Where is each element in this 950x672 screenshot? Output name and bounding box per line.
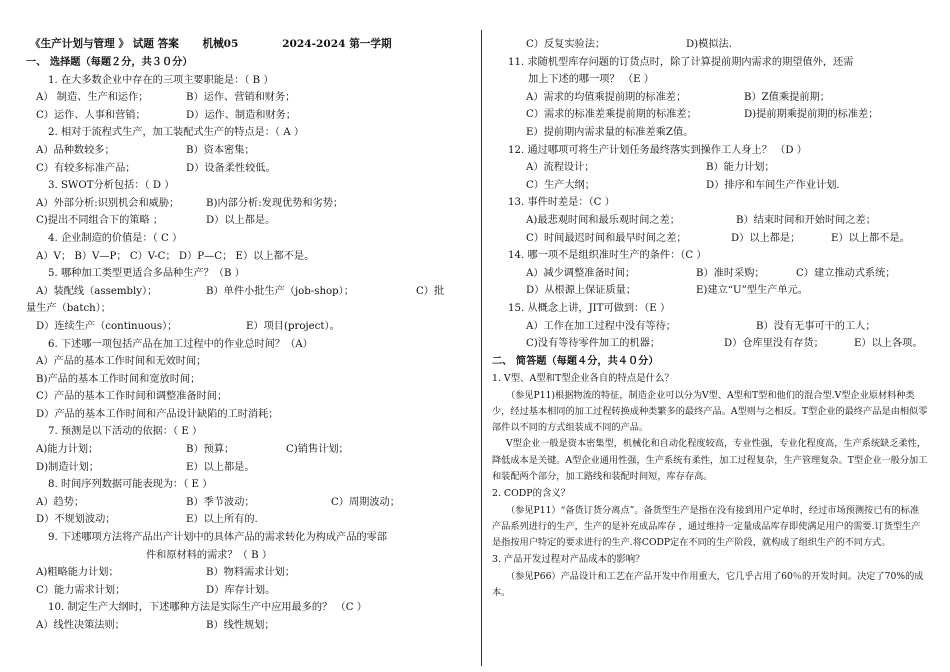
question-2: 2. 相对于流程式生产，加工装配式生产的特点是：（ A ） xyxy=(48,127,305,139)
question-9: 9. 下述哪项方法将产品出产计划中的具体产品的需求转化为构成产品的零部 xyxy=(48,532,387,544)
course-title: 《生产计划与管理 》 试题 答案 xyxy=(30,38,179,50)
options-row xyxy=(26,212,472,230)
option: D）仓库里没有存货； xyxy=(724,338,824,350)
options-row xyxy=(492,177,928,195)
option: B）线性规划； xyxy=(206,620,275,631)
question-13: 13. 事件时差是：（C ） xyxy=(508,197,615,209)
term: 2024-2024 第一学期 xyxy=(282,38,392,50)
option: C）需求的标准差乘提前期的标准差； xyxy=(526,109,697,121)
option: D）连续生产（continuous）； xyxy=(36,320,178,332)
short-answer-3-paragraph: （参见P66）产品设计和工艺在产品开发中作用重大，它几乎占用了60％的开发时间。决定了70%的成本。 xyxy=(492,570,924,599)
option: D）以上都是。 xyxy=(206,215,276,227)
options-row xyxy=(26,511,472,529)
option: A）需求的均值乘提前期的标准差； xyxy=(526,91,687,103)
question-12: 12. 通过哪项可将生产计划任务最终落实到操作工人身上？ （D ） xyxy=(508,144,807,156)
option: C)没有等待零件加工的机器； xyxy=(526,338,661,350)
page-header xyxy=(30,36,398,51)
option: E）以上所有的. xyxy=(186,514,258,526)
options-row xyxy=(492,335,928,353)
option: E）以上都不是。 xyxy=(831,232,910,244)
question-3: 3. SWOT分析包括：（ D ） xyxy=(48,180,175,192)
option: B）结束时间和开始时间之差； xyxy=(736,214,876,226)
options-row xyxy=(26,582,472,600)
option: A)最悲观时间和最乐观时间之差； xyxy=(526,214,680,226)
options-row xyxy=(492,159,928,177)
option: C）建立推动式系统； xyxy=(796,267,896,279)
options-row xyxy=(26,564,472,582)
options-row xyxy=(26,459,472,477)
question-15: 15. 从概念上讲，JIT可做到：（E ） xyxy=(508,302,671,314)
option: A)粗略能力计划； xyxy=(36,567,119,579)
options-row xyxy=(492,212,928,230)
question-6: 6. 下述哪一项包括产品在加工过程中的作业总时间？（A） xyxy=(48,338,313,350)
left-column xyxy=(26,54,472,635)
option: D）以上都是； xyxy=(731,232,801,244)
option: E）提前期内需求量的标准差乘Z值。 xyxy=(526,126,694,138)
option: B）季节波动； xyxy=(186,496,255,508)
option: B）运作、营销和财务； xyxy=(186,92,296,104)
short-answer-1-title: 1. V型、A型和T型企业各自的特点是什么？ xyxy=(492,373,674,385)
option: E）项目(project）。 xyxy=(246,320,340,332)
option: B）能力计划； xyxy=(706,162,775,174)
question-8: 8. 时间序列数据可能表现为：（ E ） xyxy=(48,479,213,491)
option: B）没有无事可干的工人； xyxy=(756,320,876,332)
option: A）流程设计； xyxy=(526,162,595,174)
question-14: 14. 哪一项不是组织准时生产的条件：（C ） xyxy=(508,250,707,262)
option: A）品种数较多； xyxy=(36,144,115,156)
option: B）预算； xyxy=(186,444,235,456)
options-row xyxy=(492,265,928,283)
option: B）资本密集； xyxy=(186,144,255,156)
option: C）批 xyxy=(416,285,445,297)
option: D）产品的基本工作时间和产品设计缺陷的工时消耗； xyxy=(36,408,279,420)
options-row xyxy=(26,89,472,107)
right-column xyxy=(492,36,928,601)
class-name: 机械05 xyxy=(202,38,239,50)
option: C)提出不同组合下的策略 ； xyxy=(36,215,164,227)
option: D）设备柔性较低。 xyxy=(186,162,276,174)
options-row xyxy=(26,107,472,125)
option: A)能力计划； xyxy=(36,444,99,456)
option: D)制造计划； xyxy=(36,461,100,473)
options-row xyxy=(492,36,928,54)
option: A）减少调整准备时间； xyxy=(526,267,636,279)
option: C）反复实验法； xyxy=(526,39,606,50)
option: C)销售计划； xyxy=(286,444,349,456)
option: D）库存计划。 xyxy=(206,584,276,596)
options-row xyxy=(26,142,472,160)
option: C）生产大纲； xyxy=(526,179,595,191)
options-row xyxy=(492,89,928,107)
question-10: 10. 制定生产大纲时，下述哪种方法是实际生产中应用最多的？ （C ） xyxy=(48,602,367,614)
option: A）趋势； xyxy=(36,496,85,508)
question-5: 5. 哪种加工类型更适合多品种生产？（B ） xyxy=(48,268,245,280)
option: A）产品的基本工作时间和无效时间； xyxy=(36,356,207,368)
option: C）周期波动； xyxy=(331,496,400,508)
short-answer-2-paragraph: （参见P11）“备货订货分离点”。备货型生产是指在没有接到用户定单时，经过市场预测按已有的标准产品系列进行的生产，生产的是补充成品库存 ，通过维持一定量成品库存即使满足用户的需要.订货型生产是指按用户特定的要求进行的生产.将CODP定在不同的生产阶段，就构成了组织生产的不同方式。 xyxy=(492,504,921,549)
options-row xyxy=(492,282,928,300)
option: C）能力需求计划； xyxy=(36,584,126,596)
option: E）以上各项。 xyxy=(854,338,923,350)
option: B）单件小批生产（job-shop）； xyxy=(206,285,354,297)
option: D）运作、制造和财务； xyxy=(186,109,297,121)
options-row xyxy=(492,318,928,336)
option: C）有较多标准产品； xyxy=(36,162,136,174)
options-row xyxy=(26,441,472,459)
option: D)提前期乘提前期的标准差； xyxy=(744,109,879,121)
question-11: 11. 求随机型库存问题的订货点时，除了计算提前期内需求的期望值外，还需 xyxy=(508,56,854,68)
option: E)建立“U”型生产单元。 xyxy=(696,285,808,297)
column-divider xyxy=(481,30,482,666)
option: A）外部分析:识别机会和威胁； xyxy=(36,197,180,209)
option: C）产品的基本工作时间和调整准备时间； xyxy=(36,391,228,403)
option: E）以上都是。 xyxy=(186,461,255,473)
question-1: 1. 在大多数企业中存在的三项主要职能是：（ B ） xyxy=(48,74,274,86)
option: B)内部分析:发现优势和劣势； xyxy=(206,197,344,209)
short-answer-2-title: 2. CODP的含义？ xyxy=(492,488,571,500)
options-row xyxy=(492,230,928,248)
option: A） 制造、生产和运作； xyxy=(36,92,149,104)
options-row xyxy=(26,195,472,213)
options-row xyxy=(26,494,472,512)
option: B）准时采购； xyxy=(696,267,765,279)
option: A）工作在加工过程中没有等待； xyxy=(526,320,676,332)
option: B)产品的基本工作时间和宽放时间； xyxy=(36,373,201,385)
section-heading-short-answer: 二、 简答题（每题４分，共４０分） xyxy=(492,354,659,367)
option: D）不规划波动； xyxy=(36,514,116,526)
question-7: 7. 预测是以下活动的依据：（ E ） xyxy=(48,426,203,438)
options-row xyxy=(26,283,472,301)
options-row xyxy=(26,318,472,336)
option: B）Z值乘提前期； xyxy=(744,91,830,103)
short-answer-3-title: 3. 产品开发过程对产品成本的影响？ xyxy=(492,554,645,566)
option: D)模拟法. xyxy=(686,39,732,50)
options-row: 量生产（batch）； xyxy=(26,303,111,315)
options-row xyxy=(492,106,928,124)
question-4: 4. 企业制造的价值是：（ C ） xyxy=(48,232,183,244)
option: C）时间最迟时间和最早时间之差； xyxy=(526,232,687,244)
question-9-cont: 件和原材料的需求？（ B ） xyxy=(146,549,273,561)
option: C）运作、人事和营销； xyxy=(36,109,146,121)
option: D）排序和车间生产作业计划. xyxy=(706,179,840,191)
option: D）从根源上保证质量； xyxy=(526,285,637,297)
option: A）线性决策法则； xyxy=(36,620,125,631)
options-row xyxy=(26,617,472,635)
question-11-cont: 加上下述的哪一项？ （E ） xyxy=(528,74,654,86)
options-row: A）V； B）V—P； C）V-C； D）P—C； E）以上都不是。 xyxy=(36,250,315,262)
option: A）装配线（assembly）； xyxy=(36,285,158,297)
short-answer-1-paragraph: V型企业一般是资本密集型，机械化和自动化程度较高，专业性强，专业化程度高，生产系统缺乏柔性，降低成本是关键。A型企业通用性强，生产系统有柔性，加工过程复杂，生产管理复杂。T型企业一般分加工和装配两个部分，加工路线和装配时间短，库存存高。 xyxy=(492,438,928,482)
section-heading-choice: 一、 选择题（每题２分，共３０分） xyxy=(26,56,193,68)
short-answer-1-paragraph: （参见P11)根据物流的特征，制造企业可以分为V型、A型和T型和他们的混合型.V型企业原材料种类少，经过基本相同的加工过程转换成种类繁多的最终产品。A型则与之相反。T型企业的最终产品是由相似零部件以不同的方式组装成不同的产品。 xyxy=(492,389,928,434)
option: B）物料需求计划； xyxy=(206,567,295,579)
options-row xyxy=(26,160,472,178)
